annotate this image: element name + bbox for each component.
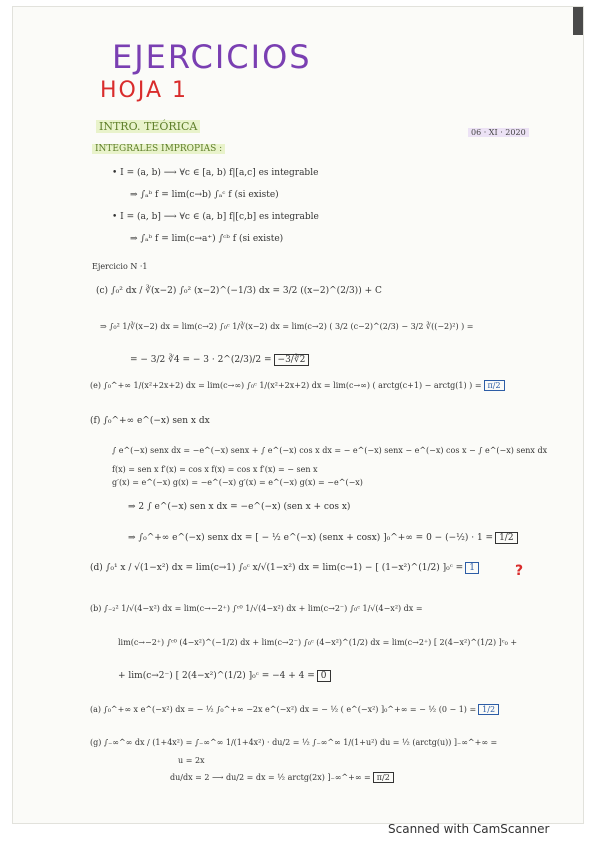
question-mark: ?	[515, 563, 524, 579]
theory-line: • I = (a, b] ⟶ ∀c ∈ (a, b] f|[c,b] es integrable	[112, 212, 319, 222]
math-line: du/dx = 2 ⟶ du/2 = dx = ½ arctg(2x) ]₋∞^+∞ = π/2	[170, 772, 394, 783]
math-line: lim(c→−2⁺) ∫ᶜ⁰ (4−x²)^(−1/2) dx + lim(c→2⁻) ∫₀ᶜ (4−x²)^(1/2) dx = lim(c→2⁺) [ 2(4−x²)^(1/2) ]ᶜ₀ +	[118, 638, 518, 647]
math-line: ⇒ ∫₀^+∞ e^(−x) senx dx = [ − ½ e^(−x) (senx + cosx) ]₀^+∞ = 0 − (−½) · 1 = 1/2	[128, 532, 518, 544]
math-line: (f) ∫₀^+∞ e^(−x) sen x dx	[90, 416, 210, 426]
scanner-footer: Scanned with CamScanner	[388, 822, 550, 836]
math-line: g′(x) = e^(−x) g(x) = −e^(−x) g′(x) = e^(−x) g(x) = −e^(−x)	[112, 478, 363, 487]
theory-line: • I = (a, b) ⟶ ∀c ∈ [a, b) f|[a,c] es integrable	[112, 168, 319, 178]
math-line: f(x) = sen x f′(x) = cos x f(x) = cos x f′(x) = − sen x	[112, 465, 318, 474]
answer-box-e: π/2	[484, 380, 505, 391]
math-line: = − 3/2 ∛4 = − 3 · 2^(2/3)/2 = −3/∛2	[130, 354, 309, 366]
math-line: ⇒ 2 ∫ e^(−x) sen x dx = −e^(−x) (sen x + cos x)	[128, 502, 351, 512]
math-line: ⇒ ∫₀² 1/∛(x−2) dx = lim(c→2) ∫₀ᶜ 1/∛(x−2) dx = lim(c→2) ( 3/2 (c−2)^(2/3) − 3/2 ∛((−2)²) ) =	[100, 322, 474, 331]
answer-box-a: 1/2	[478, 704, 499, 715]
section-heading: INTRO. TEÓRICA	[96, 120, 200, 133]
answer-box-b: 0	[317, 670, 331, 682]
theory-line: ⇒ ∫ₐᵇ f = lim(c→b) ∫ₐᶜ f (si existe)	[130, 190, 279, 200]
math-line: ∫ e^(−x) senx dx = −e^(−x) senx + ∫ e^(−x) cos x dx = − e^(−x) senx − e^(−x) cos x − ∫ e^(−x) senx dx	[112, 446, 548, 455]
answer-box-c: −3/∛2	[274, 354, 310, 366]
answer-box-f: 1/2	[495, 532, 517, 544]
page-corner-shadow	[573, 7, 583, 35]
subsection-heading: INTEGRALES IMPROPIAS :	[92, 144, 225, 154]
theory-line: ⇒ ∫ₐᵇ f = lim(c→a⁺) ∫ᶜᵇ f (si existe)	[130, 234, 284, 244]
date-label: 06 · XI · 2020	[468, 128, 529, 137]
exercise-label: Ejercicio N ·1	[92, 262, 148, 271]
math-line: u = 2x	[178, 756, 205, 765]
math-line: + lim(c→2⁻) [ 2(4−x²)^(1/2) ]₀ᶜ = −4 + 4 = 0	[118, 670, 331, 682]
math-line: (e) ∫₀^+∞ 1/(x²+2x+2) dx = lim(c→∞) ∫₀ᶜ 1/(x²+2x+2) dx = lim(c→∞) ( arctg(c+1) − arctg(1) ) = π/2	[90, 380, 505, 391]
math-line: (c) ∫₀² dx / ∛(x−2) ∫₀² (x−2)^(−1/3) dx = 3/2 ((x−2)^(2/3)) + C	[96, 286, 382, 296]
math-line: (b) ∫₋₂² 1/√(4−x²) dx = lim(c→−2⁺) ∫ᶜ⁰ 1/√(4−x²) dx + lim(c→2⁻) ∫₀ᶜ 1/√(4−x²) dx =	[90, 604, 423, 613]
sheet-label: HOJA 1	[100, 78, 189, 103]
page-title: EJERCICIOS	[112, 38, 312, 76]
answer-box-g: π/2	[373, 772, 394, 783]
math-line: (a) ∫₀^+∞ x e^(−x²) dx = − ½ ∫₀^+∞ −2x e^(−x²) dx = − ½ ( e^(−x²) ]₀^+∞ = − ½ (0 − 1) = 1/2	[90, 704, 499, 715]
answer-box-d: 1	[465, 562, 479, 574]
math-line: (g) ∫₋∞^∞ dx / (1+4x²) = ∫₋∞^∞ 1/(1+4x²) · du/2 = ½ ∫₋∞^∞ 1/(1+u²) du = ½ (arctg(u)) ]₋∞^+∞ =	[90, 738, 498, 747]
math-line: (d) ∫₀¹ x / √(1−x²) dx = lim(c→1) ∫₀ᶜ x/√(1−x²) dx = lim(c→1) − [ (1−x²)^(1/2) ]₀ᶜ = 1	[90, 562, 479, 574]
